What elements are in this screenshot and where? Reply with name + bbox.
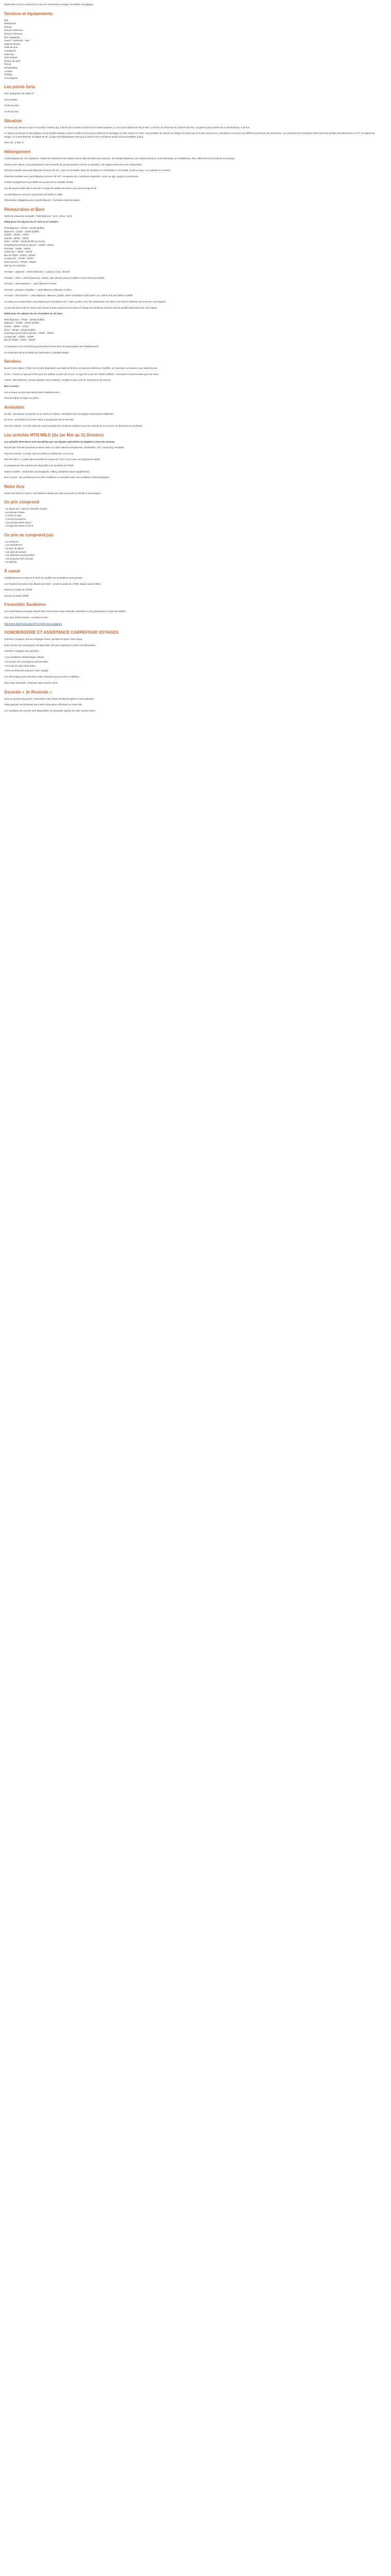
list-item: Lounge bar : 17h00 - 01h00 (4, 257, 34, 260)
list-item: - Le transport (4, 540, 19, 543)
ce-prix-ne-comprend-pas-section (4, 533, 379, 564)
list-item: - Les assurances (4, 544, 22, 547)
paragraph: Durant votre séjour, l'hôtel met à votre disposition une salle de fitness, une piscine intérieure chauffée, un hammam, un sauna et une salle de jeux. (4, 367, 158, 370)
services-title: Services et équipements (4, 11, 53, 16)
list-item: Pool Bar : 10h00 - 19h00 (4, 247, 31, 250)
list-item: - La taxe de séjour (4, 547, 24, 550)
paragraph: Les ressortissants français doivent être munis d'une carte nationale d'identité ou d'un passeport en cours de validité. (4, 610, 126, 613)
intro-text: Destination Co pro comprend: Co pro en comprenant Lesaga Formalités Camagagne (4, 3, 94, 6)
list-item: • Un service de conciergerie personnalisé (4, 660, 48, 663)
paragraph: Chambre familiale avec petit déjeuner (environ 40 m²) : composée de 2 chambres séparées, accès au spa, jusqu'à 4 personnes. (4, 175, 139, 178)
notre-avis-section (4, 484, 379, 496)
schedule-list (4, 318, 379, 342)
paragraph: Le restaurant et le snack bar peuvent être fermés selon la fréquentation de l'établissement. (4, 345, 100, 348)
list-item: Snacking au bord de la piscine : 12h00 - 18h00 (4, 332, 54, 335)
list-item: Animations (4, 49, 16, 52)
points-forts-line: Accès au spa (4, 110, 19, 113)
paragraph: Gare ski : à 500 m. (4, 141, 24, 144)
points-forts-section (4, 84, 379, 113)
paragraph: Taxe de séjour à régler sur place. (4, 397, 39, 400)
list-item: Dîner : 19h00 - 21h30 (buffet) (4, 328, 36, 331)
ce-prix-ne-comprend-pas-title: Ce prix ne comprend pas (4, 532, 54, 537)
paragraph: Le programme des activités est disponible à la réception de l'hôtel. (4, 464, 74, 467)
list-item: Room service : 07h00 - 22h00 (4, 260, 36, 263)
points-forts-line: Parc d'attraction de 4000 m² (4, 92, 34, 95)
paragraph: Le Saint-Lary Resort & Spa 4* est situé à Saint-Lary, à 50 km de Lourdes et à 50 km de Saint-Gaudens, à 2 km de la station de Pla d'Adet, à 170 km de Toulouse et à 160 km de Pau. La gare la plus proche est à Lannemezan, à 40 km. (4, 126, 250, 129)
list-item: Kids club (4, 53, 14, 56)
list-item: Parking (4, 73, 12, 76)
conciergerie-section (4, 630, 379, 685)
paragraph: Carrefour Voyages vous propose : (4, 650, 40, 653)
services-list (4, 19, 379, 80)
list-item: Piscine (4, 25, 12, 28)
paragraph: Chambre double avec petit déjeuner (environ 25 m²) : avec un lit double, deux lits simples ou 1 lit double et 1 lit simple, accès au spa, 1 à 2 adultes et 1 enfant. (4, 169, 171, 172)
list-item: • Une assistance téléphonique 24h/24 (4, 655, 44, 658)
list-item: - Les frais de dossier (4, 550, 26, 553)
paragraph: Vous ne pouvez plus partir ? Revendez votre séjour facilement grâce à notre garantie. (4, 697, 94, 700)
paragraph: Les horaires d'arrivée et de départ sont fixés : arrivée à partir de 17h00, départ avant 10h00. (4, 582, 101, 585)
list-item: Snack bar : 10h00 - 22h00 (4, 250, 32, 253)
activites-title: Les activités MTN WILD (du 1er Mai au 31 Octobre) (4, 432, 104, 437)
excluded-list (4, 540, 379, 564)
paragraph: Les lits peuvent être faits à l'arrivée, le linge de toilette est fourni, ainsi que le linge de lit. (4, 187, 97, 190)
situation-title: Situation (4, 118, 22, 123)
paragraph: Les informations sont données à titre indicatif et peuvent être modifiées. (4, 675, 80, 679)
paragraph: Le restaurant est accessible aux personnes à mobilité réduite. (4, 351, 70, 354)
paragraph: Pour toute demande, contactez notre service client. (4, 681, 58, 684)
garantie-title: Garantie « Je Revends » (4, 689, 52, 694)
page (0, 0, 383, 720)
animation-section (4, 405, 379, 428)
paragraph: Pour plus d'informations, consultez le site : (4, 616, 49, 619)
paragraph: Notre service de conciergerie est disponible 7j/7 pour répondre à toutes vos demandes. (4, 643, 96, 647)
list-item: Club enfants (4, 56, 18, 59)
ce-prix-comprend-section (4, 500, 379, 528)
ce-prix-comprend-title: Ce prix comprend (4, 500, 40, 505)
points-forts-title: Les points forts (4, 84, 36, 90)
a-savoir-section (4, 569, 379, 598)
paragraph: Les conditions de revente sont disponibles sur demande auprès de notre service client. (4, 709, 96, 712)
points-forts-line: Accès au parc (4, 104, 20, 107)
paragraph: Les animaux ne sont pas admis dans l'établissement. (4, 391, 60, 394)
list-item: Terrain de sport (4, 59, 21, 62)
list-item: Petit déjeuner : 07h00 - 10h30 (buffet) (4, 226, 44, 229)
paragraph: Formule « all inclusive » : petit déjeuner, déjeuner, goûter, dîner et boissons (soft, bière, vin, café et thé) de 10h00 à 23h00 (4, 294, 133, 297)
diplomatie-link[interactable]: http://www.diplomatie.gouv.fr/fr/conseils-aux-voyageurs (4, 622, 62, 625)
list-item: Lit bébé (4, 70, 13, 73)
paragraph: Pour les enfants : Le Kids club accueille les enfants de 3 à 12 ans. (4, 452, 74, 455)
paragraph: Saint-Lary Resort & Spa 4* est l'adresse idéale pour des vacances en famille à la montagne. (4, 492, 102, 495)
list-item: Salle de fitness (4, 42, 21, 45)
list-item: - Le parking (4, 561, 17, 564)
list-item: Sauna - hammam - Spa (4, 39, 29, 42)
list-item: Piscine extérieure (4, 29, 23, 32)
list-item: Salle de jeux (4, 46, 18, 49)
paragraph: Bon à savoir : (4, 384, 20, 387)
paragraph: Les activités MTN WILD sont encadrées par une équipe spécialisée et adaptées à tous les niveaux. (4, 440, 116, 443)
paragraph: Autres activités : randonnée accompagnée, rafting, parapente (avec supplément). (4, 470, 90, 473)
paragraph: Durant votre séjour, vous participerez à des activités de groupe (piscine, tennis ou squash). Les équipements sont mis à disposition. (4, 163, 143, 166)
paragraph: Formule « déjeuner » (hors boissons) : 1 plat au choix, dessert (4, 270, 70, 274)
paragraph: En hiver : animations en soirée selon le programme de la semaine. (4, 418, 75, 421)
schedule-list (4, 227, 379, 267)
list-item: • Des conseils pour préparer votre voyage (4, 669, 48, 672)
paragraph: Pour les ados : Le club ados accueille les jeunes de 13 à 17 ans avec un programme dédié. (4, 458, 101, 461)
list-item: Goûter : 16h00 - 17h30 (4, 325, 29, 328)
paragraph: L'établissement se réserve le droit de modifier les prestations sans préavis. (4, 577, 83, 579)
list-item: Bar de l'hôtel : 10h00 - 00h00 (4, 253, 36, 257)
conciergerie-list (4, 656, 379, 672)
schedule-subtitle: Détail pour les séjours du 1er novembre au 31 mars : (4, 312, 64, 315)
included-list (4, 507, 379, 528)
list-item: Tennis (4, 63, 11, 66)
list-item: Déjeuner : 12h00 - 14h30 (buffet) (4, 321, 39, 325)
paragraph: Le petit déjeuner est servi sous forme de buffet en salle. (4, 193, 63, 196)
list-item: Petit déjeuner : 07h00 - 10h30 (buffet) (4, 318, 44, 321)
points-forts-line: Club enfants (4, 98, 18, 101)
list-item: Snacking au bord de la piscine : 12h00 - 18h00 (4, 243, 54, 246)
conciergerie-title: CONCIERGERIE ET ASSISTANCE CARREFOUR VOYAGES (4, 630, 119, 635)
list-item: Restaurant (4, 22, 16, 25)
paragraph: Check-in à partir de 17h00 (4, 588, 32, 591)
situation-section (4, 118, 379, 145)
hebergement-title: Hébergement (4, 149, 31, 155)
a-savoir-title: À savoir (4, 569, 21, 573)
list-item: • Un suivi de votre réservation (4, 665, 36, 668)
list-item: - L'accès à la piscine (4, 518, 26, 521)
list-item: - Le séjour de 7 nuits en chambre double (4, 507, 47, 511)
list-item: - Le linge de toilette et de lit (4, 524, 34, 528)
list-item: Mini bar en chambre (4, 264, 26, 267)
list-item: Piscine intérieure (4, 32, 23, 35)
formalites-title: Formalités Sanitaires (4, 602, 46, 607)
list-item: Bar de l'hôtel : 17h00 - 23h00 (4, 338, 36, 342)
hebergement-section (4, 149, 379, 202)
schedule-subtitle: Détail pour les séjours du 27 avril au 31 octobre : (4, 221, 60, 224)
paragraph: Tarifs du restaurant indicatifs : Petit déjeuner : 15 € ; Dîner : 32 € (4, 214, 72, 217)
paragraph: Carrefour Voyages vous accompagne avant, pendant et après votre séjour. (4, 638, 83, 641)
paragraph: Reçois des activités sportives et loisirs dans un cadre naturel exceptionnel : randonnée, VTT, canyoning, escalade. (4, 446, 125, 449)
list-item: - Les dépenses personnelles (4, 554, 35, 557)
list-item: Déjeuner : 12h00 - 14h00 (buffet) (4, 230, 39, 233)
list-item: - La formule choisie (4, 511, 25, 514)
list-item: Lounge Bar : 10h00 - 23h00 (4, 335, 34, 338)
services-section (4, 11, 379, 80)
paragraph: Accès : l'accès au spa est inclus pour les adultes à partir de 16 ans. Le spa est ouvert de 10h00 à 20h00 ; réservation recommandée pour les soins. (4, 372, 159, 376)
services-pratiques-section (4, 359, 379, 400)
list-item: Apéritif : 18h00 - 19h00 (4, 236, 29, 240)
restauration-section (4, 207, 379, 354)
garantie-section (4, 690, 379, 713)
paragraph: Autres : blanchisserie, navette gratuite vers la station, consigne à skis, prêt de chaussures de marche. (4, 379, 111, 382)
restauration-title: Restauration et Bars (4, 207, 45, 212)
list-item: Dîner : 19h00 - 21h30 (buffet ou menu) (4, 240, 45, 243)
formalites-section (4, 602, 379, 625)
list-item: Climatisation (4, 66, 18, 69)
paragraph: Bon à savoir : les activités peuvent être modifiées ou annulées selon les conditions météorologiques. (4, 476, 110, 479)
list-item: Conciergerie (4, 76, 18, 79)
list-item: - Les activités MTN WILD (4, 521, 31, 524)
list-item: Wifi (4, 19, 8, 22)
notre-avis-title: Notre Avis (4, 484, 25, 489)
paragraph: Réservation obligatoire pour le petit déjeuner ; fermeture selon la saison. (4, 199, 80, 202)
activites-section (4, 433, 379, 480)
paragraph: La formule tout inclus de Saint-Lary Resort & Spa comprend une prise en charge de nombreux services afin de profiter pleinement de votre séjour. (4, 306, 158, 309)
list-item: Parc aquatique (4, 36, 20, 39)
paragraph: Formule « demi-pension » : petit déjeuner et dîner (4, 282, 57, 285)
paragraph: Pour les enfants : Le Kids Club est ouvert pendant les vacances scolaires pour les enfants de 4 à 12 ans, du dimanche au vendredi. (4, 424, 143, 427)
paragraph: Cette garantie est proposée pour toute réservation effectuée sur notre site. (4, 703, 83, 706)
paragraph: Formule « dîner » (hors boissons) : entrée, plat, dessert (servis à table ou sous forme de buffet) (4, 276, 105, 279)
paragraph: Le Saint-Lary Resort & Spa dispose d'une parfaite situation dans la vallée d'Aure pour profiter de la montagne en été comme en hiver. Vous profitez de l'accès au village de Saint-Lary et à ses commerces, animations ou encore aux différents parcours de randonnée. Les amateurs de sensations fortes pourront profiter des descentes en VTT au départ du village. Le centre thermal, la station de ski, la ligne de téléphérique ainsi que la piscine et le complexe sportif sont accessibles à pied. (4, 132, 375, 138)
paragraph: L'hôtel dispose de 176 chambres. Toutes les chambres sont dotées d'une salle de bains avec douche, de toilettes séparées, d'un sèche-cheveux, d'une télévision, d'un téléphone, d'un coffre-fort et d'un balcon ou terrasse. (4, 157, 236, 160)
services-pratiques-title: Services (4, 359, 21, 364)
animation-title: Animation (4, 404, 25, 410)
paragraph: L'hôtel est également accessible aux personnes à mobilité réduite. (4, 181, 74, 184)
paragraph: Un repas au Lounge Bistro est proposé pour les séjours de 7 nuits ou plus. Pour les restaurants à la carte vous devrez réserver via le service conciergerie. (4, 300, 167, 303)
paragraph: Check-out avant 10h00 (4, 594, 29, 597)
paragraph: Formule « pension complète » : petit déjeuner, déjeuner et dîner (4, 288, 72, 291)
list-item: - L'accès au spa (4, 514, 22, 517)
paragraph: En été : animations en journée et en soirée en saison, encadrées par une équipe d'animateurs diplômés. (4, 412, 114, 415)
list-item: Goûter : 16h00 - 17h00 (4, 233, 29, 236)
list-item: - Les boissons hors formule (4, 557, 34, 560)
